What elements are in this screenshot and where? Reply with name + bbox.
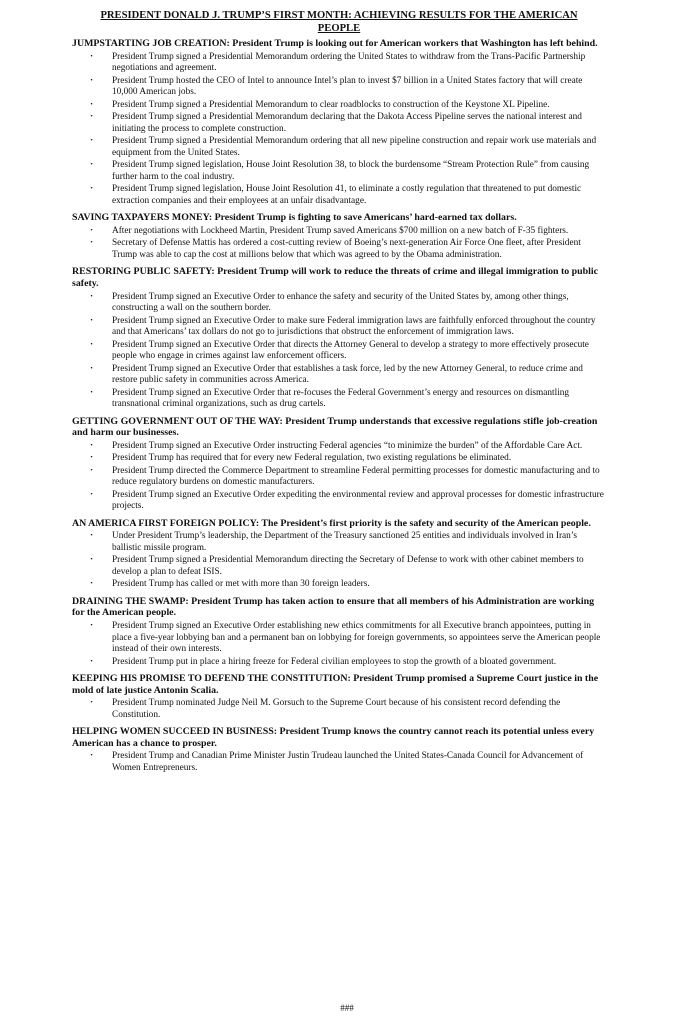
bullet-item: · President Trump signed an Executive Order that directs the Attorney General to develop a strategy to more effectively prosecute people who engage in crimes against law enforcement officers.: [72, 340, 606, 363]
bullet-item: · President Trump nominated Judge Neil M. Gorsuch to the Supreme Court because of his consistent record defending the Constitution.: [72, 698, 606, 721]
section-heading: GETTING GOVERNMENT OUT OF THE WAY: President Trump understands that excessive regulations stifle job-creation and harm our businesses.: [72, 415, 598, 439]
bullet-item: · President Trump signed an Executive Order that establishes a task force, led by the new Attorney General, to reduce crime and restore public safety in communities across America.: [72, 364, 606, 387]
section-heading: JUMPSTARTING JOB CREATION: President Trump is looking out for American workers that Washington has left behind.: [72, 38, 598, 50]
end-mark: ###: [340, 1003, 354, 1013]
bullet-list: [72, 52, 606, 208]
bullet-item: · Under President Trump’s leadership, the Department of the Treasury sanctioned 25 entities and individuals involved in Iran’s ballistic missile program.: [72, 531, 606, 554]
bullet-item: · President Trump signed an Executive Order that re-focuses the Federal Government’s energy and resources on dismantling transnational criminal organizations, such as drug cartels.: [72, 388, 606, 411]
bullet-list: [72, 226, 606, 262]
section-job-creation: [72, 38, 606, 207]
bullet-item: · President Trump signed legislation, House Joint Resolution 38, to block the burdensome “Stream Protection Rule” from causing further harm to the coal industry.: [72, 160, 606, 183]
bullet-list: [72, 531, 606, 591]
bullet-item: · President Trump hosted the CEO of Intel to announce Intel’s plan to invest $7 billion in a United States factory that will create 10,000 American jobs.: [72, 76, 606, 99]
bullet-item: · President Trump signed an Executive Order establishing new ethics commitments for all Executive branch appointees, putting in place a five-year lobbying ban and a permanent ban on lobbying for foreign governments, so appointees serve the American people instead of their own interests.: [72, 621, 606, 656]
bullet-item: · President Trump signed a Presidential Memorandum ordering the United States to withdraw from the Trans-Pacific Partnership negotiations and agreement.: [72, 52, 606, 75]
section-heading: AN AMERICA FIRST FOREIGN POLICY: The President’s first priority is the safety and security of the American people.: [72, 517, 591, 529]
section-government-out-of-the-way: [72, 416, 606, 513]
section-saving-taxpayers-money: [72, 212, 606, 261]
bullet-item: · President Trump signed an Executive Order to make sure Federal immigration laws are faithfully enforced throughout the country and that Americans’ tax dollars do not go to jurisdictions that obstruct the enforcement of immigration laws.: [72, 316, 606, 339]
section-heading: DRAINING THE SWAMP: President Trump has taken action to ensure that all members of his Administration are working for the American people.: [72, 595, 595, 619]
bullet-list: [72, 621, 606, 668]
bullet-item: · President Trump directed the Commerce Department to streamline Federal permitting processes for domestic manufacturing and to reduce regulatory burdens on domestic manufacturers.: [72, 466, 606, 489]
bullet-item: · President Trump signed legislation, House Joint Resolution 41, to eliminate a costly regulation that threatened to put domestic extraction companies and their employees at an unfair disadvantage.: [72, 184, 606, 207]
section-heading: KEEPING HIS PROMISE TO DEFEND THE CONSTITUTION: President Trump promised a Supreme Court justice in the mold of late justice Antonin Scalia.: [72, 673, 599, 696]
bullet-item: · President Trump signed a Presidential Memorandum to clear roadblocks to construction of the Keystone XL Pipeline.: [72, 100, 606, 112]
bullet-item: · President Trump put in place a hiring freeze for Federal civilian employees to stop the growth of a bloated government.: [72, 657, 606, 669]
section-foreign-policy: [72, 518, 606, 591]
bullet-list: [72, 698, 606, 721]
document-title: PRESIDENT DONALD J. TRUMP’S FIRST MONTH: ACHIEVING RESULTS FOR THE AMERICAN PEOPLE: [100, 10, 578, 34]
section-women-in-business: [72, 726, 606, 774]
section-defend-the-constitution: [72, 673, 606, 721]
bullet-list: [72, 751, 606, 774]
bullet-item: · President Trump signed an Executive Order instructing Federal agencies “to minimize the burden” of the Affordable Care Act.: [72, 441, 606, 453]
bullet-item: · President Trump and Canadian Prime Minister Justin Trudeau launched the United States-Canada Council for Advancement of Women Entrepreneurs.: [72, 751, 606, 774]
bullet-item: · President Trump signed a Presidential Memorandum declaring that the Dakota Access Pipeline serves the national interest and initiating the process to complete construction.: [72, 112, 606, 135]
bullet-list: [72, 441, 606, 513]
section-public-safety: [72, 266, 606, 410]
bullet-item: · President Trump signed an Executive Order expediting the environmental review and approval processes for domestic infrastructure projects.: [72, 490, 606, 513]
bullet-item: · After negotiations with Lockheed Martin, President Trump saved Americans $700 million on a new batch of F-35 fighters.: [72, 226, 606, 238]
section-heading: HELPING WOMEN SUCCEED IN BUSINESS: President Trump knows the country cannot reach its potential unless every American has a chance to prosper.: [72, 726, 595, 749]
bullet-item: · Secretary of Defense Mattis has ordered a cost-cutting review of Boeing’s next-generation Air Force One fleet, after President Trump was able to cap the cost at millions below that which was agreed to by the Obama administration.: [72, 238, 606, 261]
section-heading: RESTORING PUBLIC SAFETY: President Trump will work to reduce the threats of crime and illegal immigration to public safety.: [72, 266, 599, 289]
bullet-item: · President Trump signed a Presidential Memorandum directing the Secretary of Defense to work with other cabinet members to develop a plan to defeat ISIS.: [72, 555, 606, 578]
bullet-item: · President Trump signed an Executive Order to enhance the safety and security of the United States by, among other things, constructing a wall on the southern border.: [72, 292, 606, 315]
bullet-list: [72, 292, 606, 411]
bullet-item: · President Trump has called or met with more than 30 foreign leaders.: [72, 579, 606, 591]
section-heading: SAVING TAXPAYERS MONEY: President Trump is fighting to save Americans’ hard-earned tax dollars.: [72, 212, 517, 224]
bullet-item: · President Trump has required that for every new Federal regulation, two existing regulations be eliminated.: [72, 453, 606, 465]
section-draining-the-swamp: [72, 596, 606, 668]
bullet-item: · President Trump signed a Presidential Memorandum ordering that all new pipeline construction and repair work use materials and equipment from the United States.: [72, 136, 606, 159]
